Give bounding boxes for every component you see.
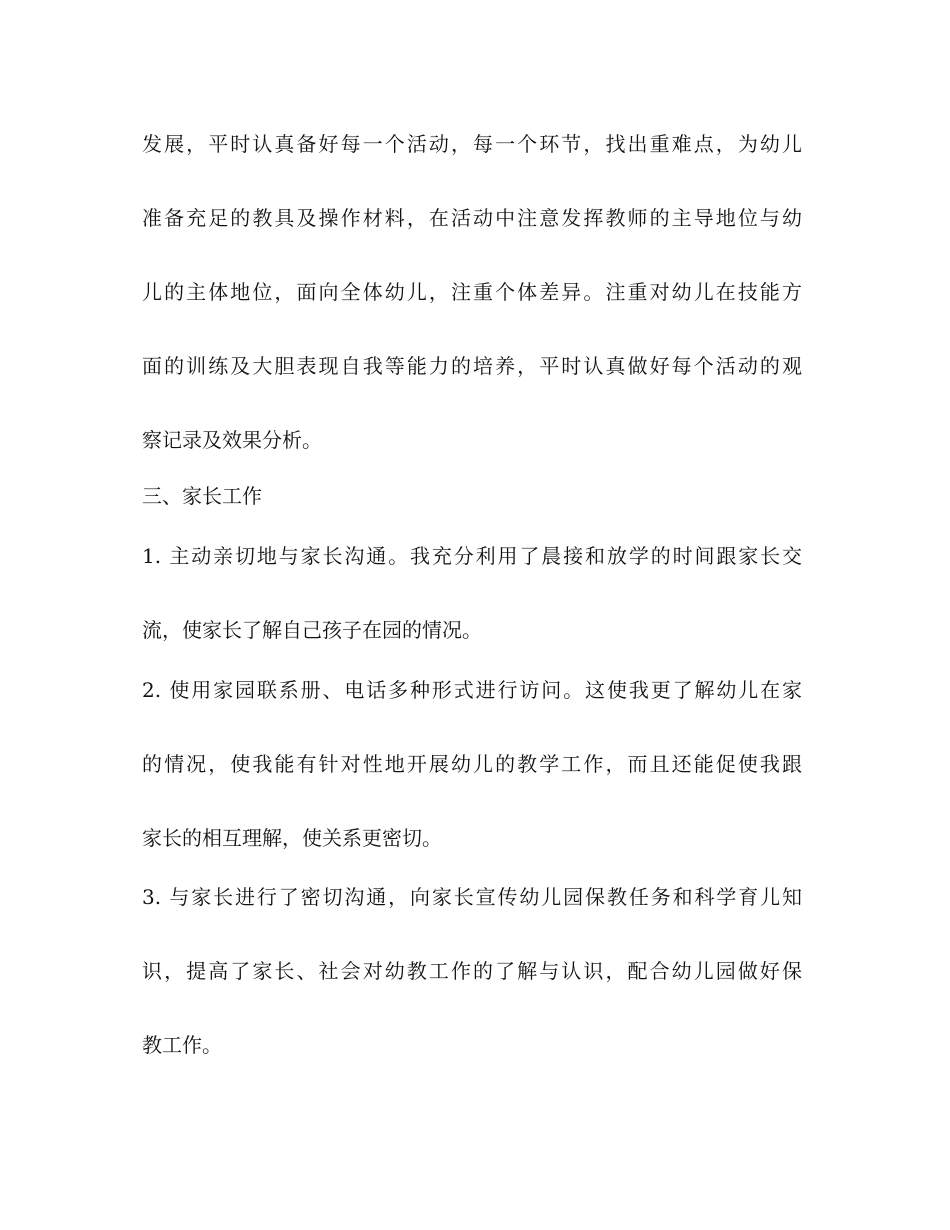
paragraph-line: 发展，平时认真备好每一个活动，每一个环节，找出重难点，为幼儿 [142, 132, 802, 156]
list-item-line: 的情况，使我能有针对性地开展幼儿的教学工作，而且还能促使我跟 [142, 752, 802, 776]
paragraph-line: 儿的主体地位，面向全体幼儿，注重个体差异。注重对幼儿在技能方 [142, 280, 802, 304]
list-item-line: 2. 使用家园联系册、电话多种形式进行访问。这使我更了解幼儿在家 [142, 678, 802, 702]
list-item-line: 家长的相互理解，使关系更密切。 [142, 826, 442, 850]
paragraph-line: 察记录及效果分析。 [142, 428, 322, 452]
list-item-line: 流，使家长了解自己孩子在园的情况。 [142, 618, 482, 642]
paragraph-line: 面的训练及大胆表现自我等能力的培养，平时认真做好每个活动的观 [142, 354, 802, 378]
section-heading: 三、家长工作 [142, 484, 262, 508]
list-item-line: 识，提高了家长、社会对幼教工作的了解与认识，配合幼儿园做好保 [142, 959, 802, 983]
paragraph-line: 准备充足的教具及操作材料，在活动中注意发挥教师的主导地位与幼 [142, 206, 802, 230]
list-item-line: 教工作。 [142, 1033, 222, 1057]
list-item-line: 3. 与家长进行了密切沟通，向家长宣传幼儿园保教任务和科学育儿知 [142, 885, 802, 909]
list-item-line: 1. 主动亲切地与家长沟通。我充分利用了晨接和放学的时间跟家长交 [142, 544, 802, 568]
